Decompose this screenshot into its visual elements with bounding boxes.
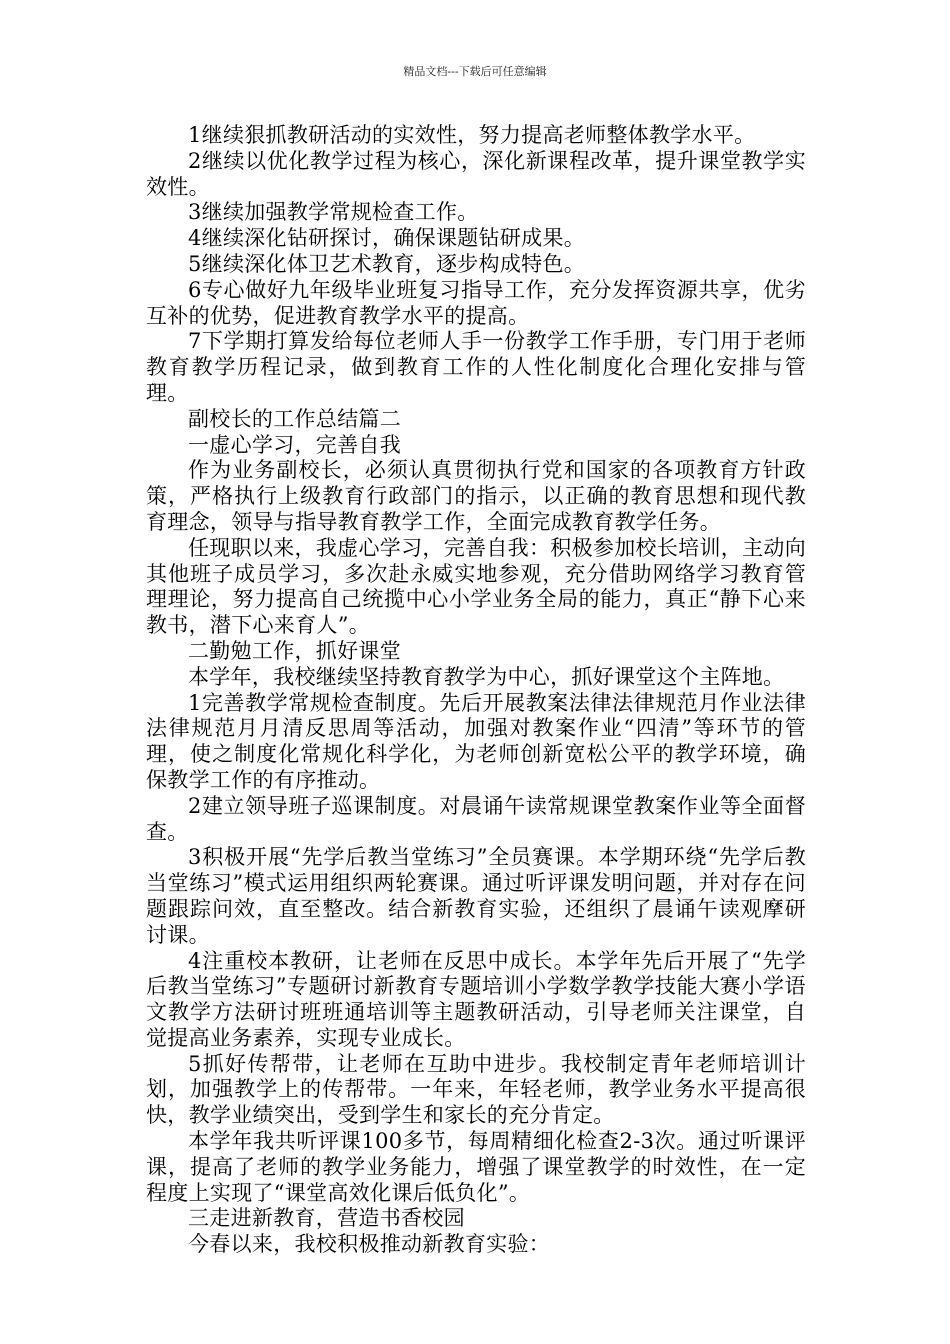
section-heading: 三走进新教育，营造书香校园 bbox=[188, 1206, 465, 1231]
paragraph: 本学年，我校继续坚持教育教学为中心，抓好课堂这个主阵地。 bbox=[188, 664, 785, 689]
section-heading: 一虚心学习，完善自我 bbox=[188, 432, 401, 457]
paragraph: 本学年我共听评课100多节，每周精细化检查2-3次。通过听课评课，提高了老师的教学业务能力，增强了课堂教学的时效性，在一定程度上实现了“课堂高效化课后低负化”。 bbox=[146, 1129, 806, 1205]
paragraph: 2建立领导班子巡课制度。对晨诵午读常规课堂教案作业等全面督查。 bbox=[146, 793, 806, 844]
paragraph: 6专心做好九年级毕业班复习指导工作，充分发挥资源共享，优劣互补的优势，促进教育教学水平的提高。 bbox=[146, 277, 806, 328]
page-header: 精品文档---下载后可任意编辑 bbox=[403, 65, 547, 78]
paragraph: 今春以来，我校积极推动新教育实验： bbox=[188, 1232, 551, 1257]
paragraph: 1继续狠抓教研活动的实效性，努力提高老师整体教学水平。 bbox=[188, 123, 756, 147]
section-heading: 副校长的工作总结篇二 bbox=[188, 406, 401, 431]
document-body bbox=[146, 123, 806, 1258]
paragraph: 2继续以优化教学过程为核心，深化新课程改革，提升课堂教学实效性。 bbox=[146, 148, 806, 199]
paragraph: 任现职以来，我虚心学习，完善自我：积极参加校长培训，主动向其他班子成员学习，多次赴永威实地参观，充分借助网络学习教育管理理论，努力提高自己统揽中心小学业务全局的能力，真正“静下心来教书，潜下心来育人”。 bbox=[146, 535, 806, 638]
paragraph: 3继续加强教学常规检查工作。 bbox=[188, 200, 479, 225]
paragraph: 5继续深化体卫艺术教育，逐步构成特色。 bbox=[188, 251, 586, 276]
paragraph: 3积极开展“先学后教当堂练习”全员赛课。本学期环绕“先学后教当堂练习”模式运用组织两轮赛课。通过听评课发明问题，并对存在问题跟踪问效，直至整改。结合新教育实验，还组织了晨诵午读观摩研讨课。 bbox=[146, 845, 806, 947]
section-heading: 二勤勉工作，抓好课堂 bbox=[188, 638, 401, 663]
paragraph: 4继续深化钻研探讨，确保课题钻研成果。 bbox=[188, 226, 586, 251]
paragraph: 5抓好传帮带，让老师在互助中进步。我校制定青年老师培训计划，加强教学上的传帮带。一年来，年轻老师，教学业务水平提高很快，教学业绩突出，受到学生和家长的充分肯定。 bbox=[146, 1051, 806, 1128]
paragraph: 作为业务副校长，必须认真贯彻执行党和国家的各项教育方针政策，严格执行上级教育行政部门的指示，以正确的教育思想和现代教育理念，领导与指导教育教学工作，全面完成教育教学任务。 bbox=[146, 458, 806, 534]
paragraph: 7下学期打算发给每位老师人手一份教学工作手册，专门用于老师教育教学历程记录，做到教育工作的人性化制度化合理化安排与管理。 bbox=[146, 329, 806, 405]
paragraph: 1完善教学常规检查制度。先后开展教案法律法律规范月作业法律法律规范月月清反思周等活动，加强对教案作业“四清”等环节的管理，使之制度化常规化科学化，为老师创新宽松公平的教学环境，确保教学工作的有序推动。 bbox=[146, 690, 806, 792]
paragraph: 4注重校本教研，让老师在反思中成长。本学年先后开展了“先学后教当堂练习”专题研讨新教育专题培训小学数学教学技能大赛小学语文教学方法研讨班班通培训等主题教研活动，引导老师关注课堂，自觉提高业务素养，实现专业成长。 bbox=[146, 948, 806, 1050]
